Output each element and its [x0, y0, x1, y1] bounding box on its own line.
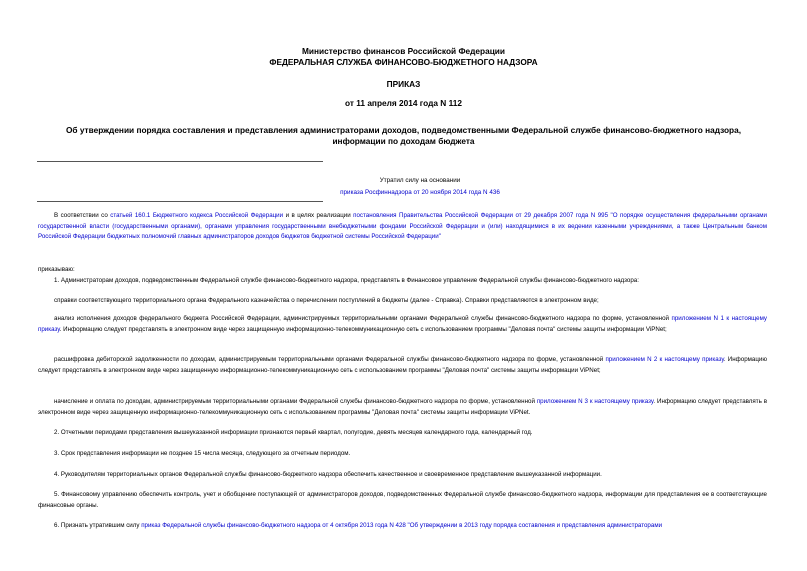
divider-bottom — [37, 201, 323, 202]
appendix-1-link[interactable]: приложением N 1 к настоящему приказу — [38, 315, 767, 333]
status-note — [320, 175, 520, 199]
item-1-analysis-text-2: . Информацию следует представлять в электронном виде через защищенную информационно-телекоммуникационную сеть с использованием программы "Деловая почта" системы защиты информации ViPNet; — [59, 325, 667, 333]
item-1-analysis-text-1: анализ исполнения доходов федерального бюджета Российской Федерации, администрируемых территориальными органами Федеральной службы финансово-бюджетного надзора по форме, установленной — [54, 315, 672, 322]
preamble-paragraph — [38, 211, 767, 243]
item-2: 2. Отчетными периодами представления вышеуказанной информации признаются первый квартал, полугодие, девять месяцев календарного года, календарный год. — [54, 429, 533, 436]
item-1-analysis — [38, 314, 767, 335]
item-1-accruals-text-1: начисление и оплата по доходам, администрируемым территориальными органами Федеральной службы финансово-бюджетного надзора по форме, установленной — [54, 398, 537, 405]
item-1-certificates: справки соответствующего территориального органа Федерального казначейства о перечислении поступлений в бюджеты (далее - Справка). Справки представляются в электронном виде; — [54, 297, 599, 304]
document-title-line-1: Об утверждении порядка составления и представления администраторами доходов, подведомственными Федеральной службе финансово-бюджетного надзора, — [65, 125, 742, 135]
divider-top — [37, 161, 323, 162]
repealed-order-link[interactable]: приказ Федеральной службы финансово-бюджетного надзора от 4 октября 2013 года N 428 "Об утверждении в 2013 году порядка составления и представления администраторами — [141, 522, 663, 529]
item-3: 3. Срок представления информации не позднее 15 числа месяца, следующего за отчетным периодом. — [54, 450, 351, 457]
item-4: 4. Руководителям территориальных органов Федеральной службы финансово-бюджетного надзора обеспечить качественное и своевременное представление вышеуказанной информации. — [54, 471, 602, 478]
document-title-line-2: информации по доходам бюджета — [332, 136, 475, 146]
item-1-accruals-text-2: . Информацию следует представлять в электронном виде через защищенную информационно-телекоммуникационную сеть с использованием программы "Деловая почта" системы защиты информации ViPNet. — [38, 398, 767, 416]
item-1-accruals — [38, 397, 767, 418]
item-1-receivables-text-2: . Информацию следует представлять в электронном виде через защищенную информационно-телекоммуникационную сеть с использованием программы "Деловая почта" системы защиты информации ViPNet; — [38, 356, 767, 374]
status-note-text: Утратил силу на основании — [379, 177, 461, 184]
preamble-text-2: и в целях реализации — [283, 212, 354, 219]
document-type: ПРИКАЗ — [386, 79, 421, 89]
service-name: ФЕДЕРАЛЬНАЯ СЛУЖБА ФИНАНСОВО-БЮДЖЕТНОГО НАДЗОРА — [269, 57, 538, 67]
item-1-receivables-text-1: расшифровка дебиторской задолженности по доходам, администрируемым территориальными органами Федеральной службы финансово-бюджетного надзора по форме, установленной — [54, 356, 606, 363]
document-date-number: от 11 апреля 2014 года N 112 — [345, 98, 462, 108]
repeal-order-link[interactable]: приказа Росфиннадзора от 20 ноября 2014 года N 436 — [340, 189, 500, 196]
orders-word: приказываю: — [38, 266, 75, 273]
budget-code-link[interactable]: статьей 160.1 Бюджетного кодекса Российской Федерации — [110, 212, 284, 219]
preamble-text-1: В соответствии со — [54, 212, 111, 219]
government-resolution-link[interactable]: постановления Правительства Российской Федерации от 29 декабря 2007 года N 995 "О порядке осуществления федеральными органами государственной власти (государственными органами), органами управления государственными внебюджетными фондами Российской Федерации и (или) находящимися в их ведении казенными учреждениями, а также Центральным банком Российской Федерации бюджетных полномочий главных администраторов доходов бюджетов бюджетной системы Российской Федерации" — [38, 212, 767, 241]
ministry-name: Министерство финансов Российской Федерации — [301, 46, 506, 56]
item-1-receivables — [38, 355, 767, 376]
item-6-text: 6. Признать утратившим силу — [54, 522, 142, 529]
item-5: 5. Финансовому управлению обеспечить контроль, учет и обобщение поступающей от администраторов доходов, подведомственных Федеральной службе финансово-бюджетного надзора, информации для представления ее в соответствующие финансовые органы. — [38, 491, 767, 509]
item-1: 1. Администраторам доходов, подведомственным Федеральной службе финансово-бюджетного надзора, представлять в Финансовое управление Федеральной службы финансово-бюджетного надзора: — [54, 277, 639, 284]
appendix-3-link[interactable]: приложением N 3 к настоящему приказу — [536, 398, 654, 405]
appendix-2-link[interactable]: приложением N 2 к настоящему приказу — [605, 356, 724, 363]
item-6 — [38, 521, 767, 532]
